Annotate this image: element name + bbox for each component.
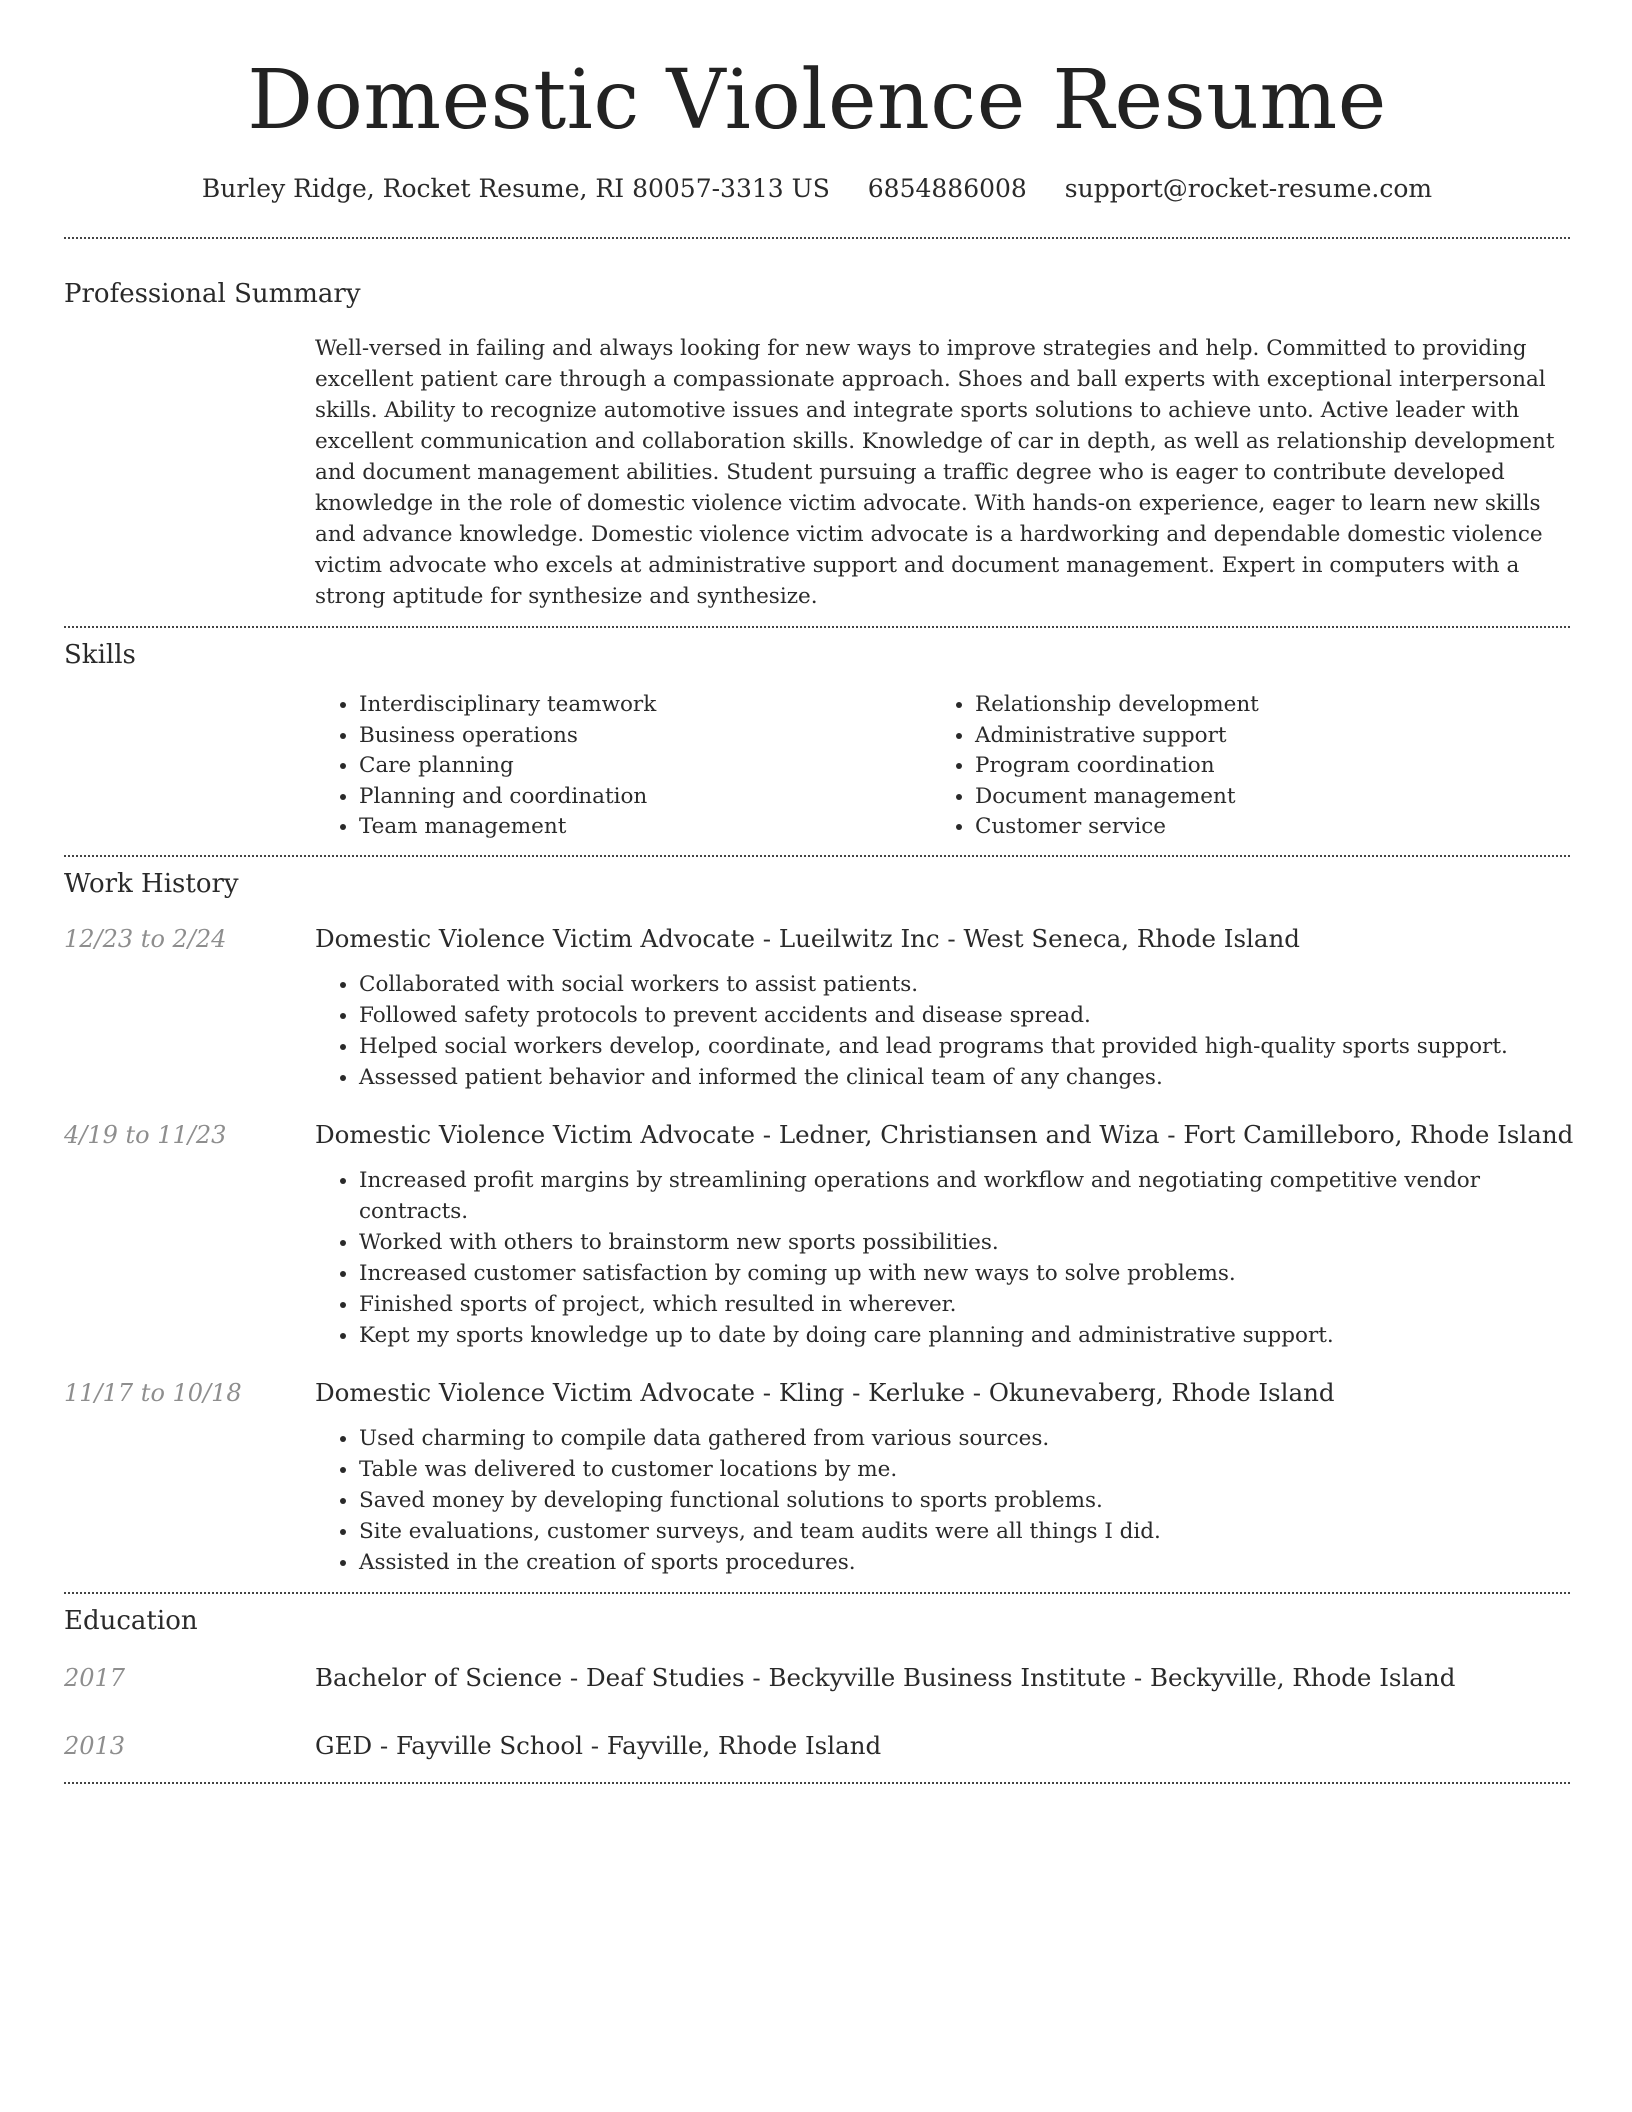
skill-item: • Interdisciplinary teamwork xyxy=(359,690,931,721)
contact-line xyxy=(64,174,1570,203)
job-bullet: • Increased profit margins by streamlining operations and workflow and negotiating competitive vendor contracts. xyxy=(359,1165,1573,1227)
work-history-heading: Work History xyxy=(64,868,239,899)
skill-item: • Care planning xyxy=(359,751,931,782)
divider xyxy=(64,237,1570,239)
contact-phone: 6854886008 xyxy=(867,174,1027,203)
education-entry xyxy=(64,1660,1570,1696)
education-detail: Bachelor of Science - Deaf Studies - Beckyville Business Institute - Beckyville, Rhode Island xyxy=(315,1662,1456,1692)
job-dates: 4/19 to 11/23 xyxy=(64,1120,227,1149)
job-bullet: • Worked with others to brainstorm new sports possibilities. xyxy=(359,1227,1573,1258)
job-title: Domestic Violence Victim Advocate - Ledner, Christiansen and Wiza - Fort Camilleboro, Rhode Island xyxy=(315,1119,1574,1149)
contact-address: Burley Ridge, Rocket Resume, RI 80057-3313 US xyxy=(201,174,830,203)
job-bullet: • Assessed patient behavior and informed the clinical team of any changes. xyxy=(359,1062,1570,1093)
skill-item: • Team management xyxy=(359,812,931,843)
job-dates: 11/17 to 10/18 xyxy=(64,1378,242,1407)
job-bullet: • Saved money by developing functional solutions to sports problems. xyxy=(359,1485,1570,1516)
job-dates: 12/23 to 2/24 xyxy=(64,924,227,953)
education-list xyxy=(64,1660,1570,1764)
skill-item: • Administrative support xyxy=(975,721,1547,752)
job-bullets xyxy=(315,1165,1573,1351)
skill-item: • Program coordination xyxy=(975,751,1547,782)
skill-item: • Customer service xyxy=(975,812,1547,843)
education-detail: GED - Fayville School - Fayville, Rhode Island xyxy=(315,1730,882,1760)
job-entry xyxy=(64,1117,1574,1351)
job-bullet: • Finished sports of project, which resulted in wherever. xyxy=(359,1289,1573,1320)
job-bullet: • Collaborated with social workers to assist patients. xyxy=(359,969,1570,1000)
skill-item: • Business operations xyxy=(359,721,931,752)
summary-heading: Professional Summary xyxy=(64,279,361,309)
job-bullet: • Helped social workers develop, coordinate, and lead programs that provided high-quality sports support. xyxy=(359,1031,1570,1062)
skill-item: • Document management xyxy=(975,782,1547,813)
education-year: 2017 xyxy=(64,1663,126,1692)
job-bullet: • Followed safety protocols to prevent accidents and disease spread. xyxy=(359,1000,1570,1031)
job-bullet: • Table was delivered to customer locations by me. xyxy=(359,1454,1570,1485)
job-bullet: • Assisted in the creation of sports procedures. xyxy=(359,1547,1570,1578)
skill-item: • Relationship development xyxy=(975,690,1547,721)
divider xyxy=(64,1592,1570,1594)
skills-list xyxy=(315,690,1570,843)
summary-text: Well-versed in failing and always looking for new ways to improve strategies and help. Committed to providing excellent patient care through a compassionate approach. Shoes and ball experts with exceptional interpersonal skills. Ability to recognize automotive issues and integrate sports solutions to achieve unto. Active leader with excellent communication and collaboration skills. Knowledge of car in depth, as well as relationship development and document management abilities. Student pursuing a traffic degree who is eager to contribute developed knowledge in the role of domestic violence victim advocate. With hands-on experience, eager to learn new skills and advance knowledge. Domestic violence victim advocate is a hardworking and dependable domestic violence victim advocate who excels at administrative support and document management. Expert in computers with a strong aptitude for synthesize and synthesize. xyxy=(315,336,1555,609)
education-entry xyxy=(64,1728,1570,1764)
job-entry xyxy=(64,921,1570,1093)
skills-column-left xyxy=(315,690,931,843)
skills-column-right xyxy=(931,690,1547,843)
job-entry xyxy=(64,1375,1570,1578)
divider xyxy=(64,626,1570,628)
contact-email: support@rocket-resume.com xyxy=(1064,174,1433,203)
work-history-list xyxy=(64,921,1574,1578)
divider xyxy=(64,855,1570,857)
job-title: Domestic Violence Victim Advocate - Kling - Kerluke - Okunevaberg, Rhode Island xyxy=(315,1377,1335,1407)
job-bullet: • Kept my sports knowledge up to date by doing care planning and administrative support. xyxy=(359,1320,1573,1351)
education-year: 2013 xyxy=(64,1731,126,1760)
job-title: Domestic Violence Victim Advocate - Lueilwitz Inc - West Seneca, Rhode Island xyxy=(315,923,1300,953)
resume-page xyxy=(64,0,1574,1784)
job-bullet: • Increased customer satisfaction by coming up with new ways to solve problems. xyxy=(359,1258,1573,1289)
education-heading: Education xyxy=(64,1605,198,1636)
divider xyxy=(64,1782,1570,1784)
job-bullet: • Site evaluations, customer surveys, and team audits were all things I did. xyxy=(359,1516,1570,1547)
job-bullets xyxy=(315,969,1570,1093)
skills-heading: Skills xyxy=(64,640,136,670)
job-bullets xyxy=(315,1423,1570,1578)
job-bullet: • Used charming to compile data gathered from various sources. xyxy=(359,1423,1570,1454)
resume-name: Domestic Violence Resume xyxy=(247,53,1387,148)
skill-item: • Planning and coordination xyxy=(359,782,931,813)
